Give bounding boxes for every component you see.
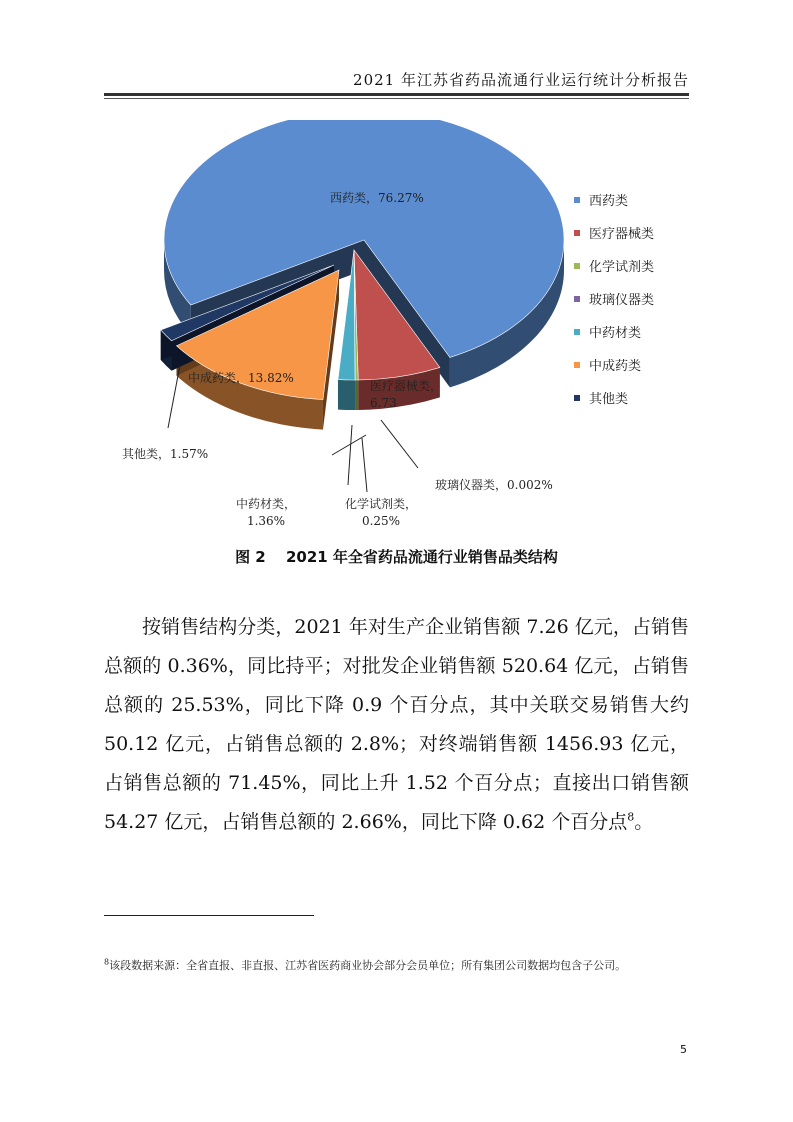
slice-label-line: 西药类，76.27% [330,191,424,205]
leader-line-2 [381,420,418,468]
legend-item-4 [574,315,654,348]
slice-label-line: 化学试剂类， [345,497,418,511]
footnote-body: 该段数据来源：全省直报、非直报、江苏省医药商业协会部分会员单位；所有集团公司数据均包含子公司。 [109,959,627,972]
slice-label-line: 1.36% [246,514,286,528]
chart-legend [574,183,654,414]
legend-label-0: 西药类 [589,194,629,209]
legend-label-6: 其他类 [589,392,629,407]
paragraph-text: 按销售结构分类，2021 年对生产企业销售额 7.26 亿元，占销售总额的 0.36%，同比持平；对批发企业销售额 520.64 亿元，占销售总额的 25.53%，同比下降 0.9 个百分点，其中关联交易销售大约 50.12 亿元，占销售总额的 2.8%；对终端销售额 1456.93 亿元，占销售总额的 71.45%，同比上升 1.52 个百分点；直接出口销售额 54.27 亿元，占销售总额的 2.66%，同比下降 0.62 个百分点 [104,616,689,833]
paragraph-end: 。 [634,811,654,833]
report-title: 2021 年江苏省药品流通行业运行统计分析报告 [353,71,689,89]
slice-label-5 [188,370,294,387]
legend-label-5: 中成药类 [589,359,642,374]
slice-side-2 [355,380,358,410]
leader-line-4 [168,365,180,428]
body-paragraph [104,608,689,842]
slice-label-line: 中成药类，13.82% [188,371,294,385]
legend-item-3 [574,282,654,315]
footnote-divider [104,915,314,916]
legend-item-1 [574,216,654,249]
leader-line-0 [332,435,366,455]
slice-label-1 [370,378,442,412]
legend-swatch-4 [574,329,580,335]
legend-label-3: 玻璃仪器类 [589,293,655,308]
footnote [104,957,704,973]
legend-swatch-2 [574,263,580,269]
legend-item-5 [574,348,654,381]
slice-label-2 [345,496,417,530]
legend-label-1: 医疗器械类 [589,227,655,242]
legend-item-2 [574,249,654,282]
legend-item-0 [574,183,654,216]
slice-label-line: 其他类，1.57% [122,447,209,461]
header-rule-thin [104,98,689,99]
slice-label-3 [435,477,553,494]
figure-caption: 图 2 2021 年全省药品流通行业销售品类结构 [235,548,558,566]
slice-label-6 [122,446,208,463]
slice-label-line: 中药材类， [236,497,297,511]
legend-swatch-6 [574,395,580,401]
slice-label-line: 0.25% [361,514,401,528]
leader-line-1 [362,438,367,492]
header-rule [104,93,689,96]
slice-label-line: 玻璃仪器类，0.002% [435,478,553,492]
legend-swatch-0 [574,197,580,203]
legend-swatch-3 [574,296,580,302]
leader-line-3 [348,425,352,485]
footnote-reference: 8 [627,810,635,824]
slice-label-4 [236,496,296,530]
slice-label-0 [330,190,424,207]
slice-label-line: 医疗器械类， [370,379,443,393]
legend-swatch-5 [574,362,580,368]
slice-label-line: 6.73 [370,396,397,410]
legend-swatch-1 [574,230,580,236]
legend-label-4: 中药材类 [589,326,642,341]
legend-item-6 [574,381,654,414]
slice-side-4 [338,380,355,410]
footnote-number: 8 [104,957,110,967]
legend-label-2: 化学试剂类 [589,260,655,275]
page-number: 5 [680,1043,687,1056]
